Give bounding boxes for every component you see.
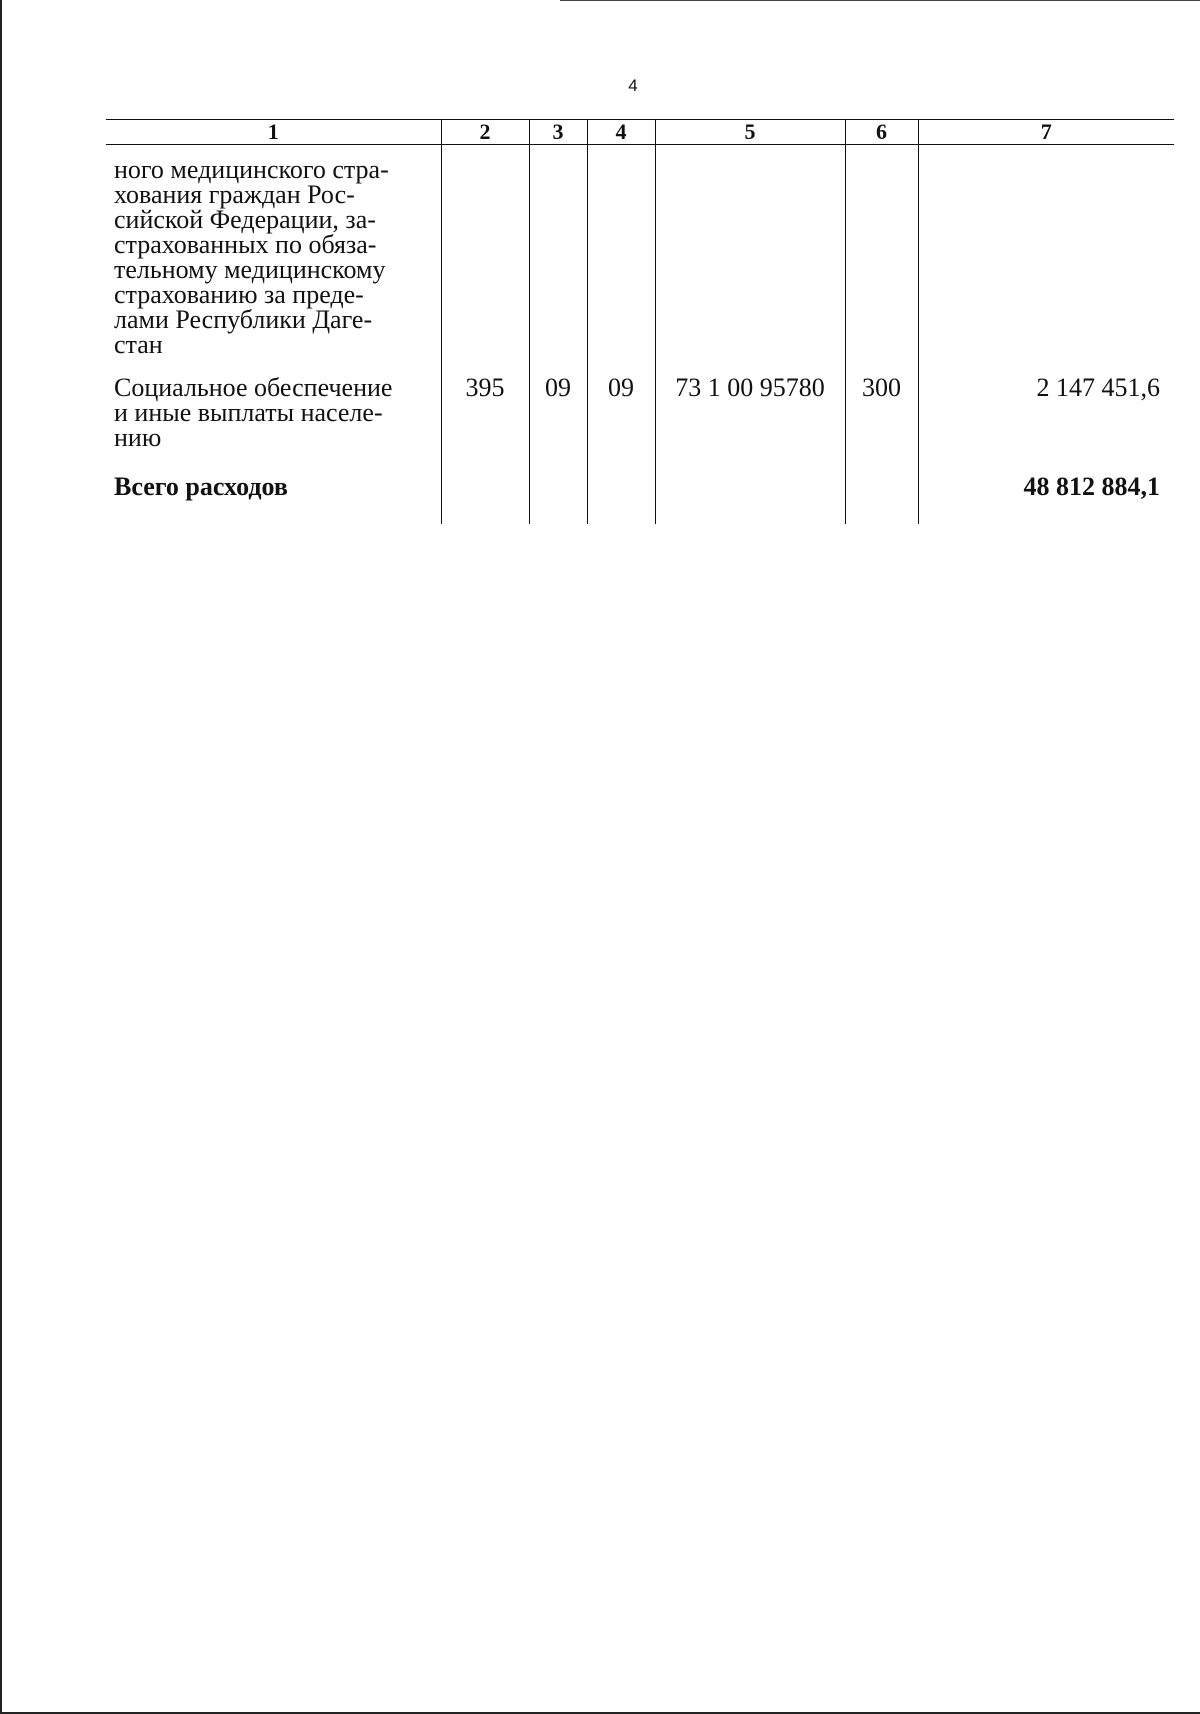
row-description: [106, 145, 441, 376]
cell-rz: [529, 145, 587, 376]
description-line: сийской Федерации, за-: [114, 205, 376, 234]
row-description: [106, 375, 441, 474]
scan-edge-top: [560, 0, 1200, 1]
description-line: страхованных по обяза-: [114, 230, 377, 259]
description-line: стан: [114, 330, 163, 359]
column-header-5: 5: [655, 120, 845, 145]
cell-vr: [845, 145, 918, 376]
cell-pr: [587, 145, 655, 376]
page-number: 4: [628, 76, 638, 95]
cell-amount: [918, 145, 1174, 376]
total-label: Всего расходов: [106, 474, 441, 524]
cell-csr: 73 1 00 95780: [655, 375, 845, 474]
cell-ved: [441, 145, 529, 376]
column-header-3: 3: [529, 120, 587, 145]
column-header-4: 4: [587, 120, 655, 145]
budget-table: [106, 119, 1174, 524]
column-header-2: 2: [441, 120, 529, 145]
header-row: [106, 120, 1174, 145]
description-line: ного медицинского стра-: [114, 155, 389, 184]
cell-amount: 2 147 451,6: [918, 375, 1174, 474]
cell-pr: [587, 474, 655, 524]
scan-edge-left: [0, 0, 2, 1714]
total-amount: 48 812 884,1: [918, 474, 1174, 524]
column-header-7: 7: [918, 120, 1174, 145]
column-header-1: 1: [106, 120, 441, 145]
cell-ved: 395: [441, 375, 529, 474]
column-header-6: 6: [845, 120, 918, 145]
description-line: и иные выплаты населе-: [114, 398, 383, 427]
cell-csr: [655, 145, 845, 376]
description-line: нию: [114, 423, 162, 452]
description-line: хования граждан Рос-: [114, 180, 355, 209]
total-row: [106, 474, 1174, 524]
cell-rz: 09: [529, 375, 587, 474]
description-line: тельному медицинскому: [114, 255, 386, 284]
description-line: Социальное обеспечение: [114, 373, 393, 402]
table-row: [106, 375, 1174, 474]
cell-ved: [441, 474, 529, 524]
cell-csr: [655, 474, 845, 524]
cell-vr: 300: [845, 375, 918, 474]
description-line: страхованию за преде-: [114, 280, 364, 309]
cell-vr: [845, 474, 918, 524]
cell-rz: [529, 474, 587, 524]
table-row: [106, 145, 1174, 376]
description-line: лами Республики Даге-: [114, 305, 373, 334]
cell-pr: 09: [587, 375, 655, 474]
